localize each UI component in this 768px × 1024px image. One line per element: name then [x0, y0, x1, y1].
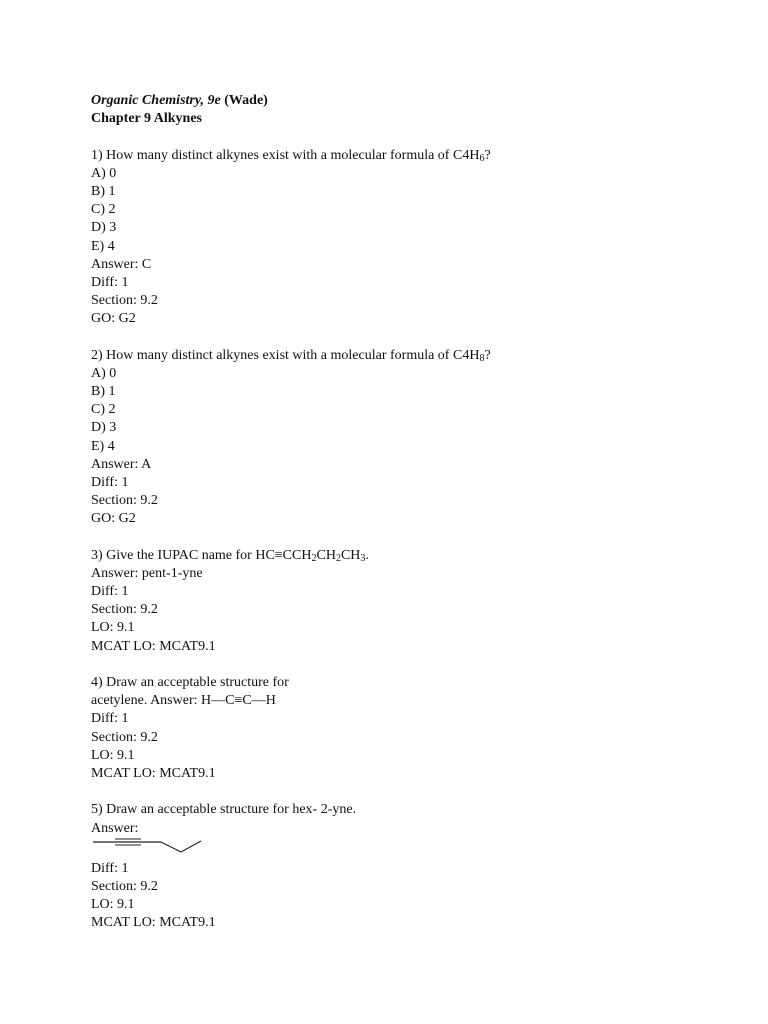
chapter-title: Chapter 9 Alkynes — [91, 111, 202, 127]
question-5-section: Section: 9.2 — [91, 878, 158, 894]
question-1-text: 1) How many distinct alkynes exist with a molecular formula of $C4H_6$? — [91, 147, 491, 164]
document-header-title — [91, 92, 711, 110]
question-1 — [91, 147, 711, 329]
question-5-answer: Answer: — [91, 820, 139, 836]
question-1-option-d: D) 3 — [91, 220, 117, 236]
question-5-lo: LO: 9.1 — [91, 897, 135, 913]
book-title: Organic Chemistry, 9e — [91, 93, 221, 108]
question-4-section: Section: 9.2 — [91, 729, 158, 745]
question-4-text: 4) Draw an acceptable structure for — [91, 675, 289, 690]
question-3 — [91, 547, 711, 656]
question-1-diff: Diff: 1 — [91, 274, 129, 290]
question-3-mcat-lo: MCAT LO: MCAT9.1 — [91, 638, 216, 654]
question-2 — [91, 347, 711, 529]
question-3-answer: Answer: pent-1-yne — [91, 565, 203, 581]
question-3-diff: Diff: 1 — [91, 584, 129, 600]
question-2-option-e: E) 4 — [91, 438, 115, 454]
question-2-option-b: B) 1 — [91, 384, 116, 399]
document-page — [91, 92, 711, 932]
question-2-section: Section: 9.2 — [91, 493, 158, 509]
question-1-go: GO: G2 — [91, 311, 136, 327]
question-1-answer: Answer: C — [91, 256, 152, 272]
question-5-text: 5) Draw an acceptable structure for hex- 2-yne. — [91, 802, 357, 818]
hex-2-yne-skeletal-formula — [91, 838, 211, 860]
question-4-answer: acetylene. Answer: H—C≡C—H — [91, 693, 276, 709]
question-1-option-b: B) 1 — [91, 183, 116, 199]
question-2-diff: Diff: 1 — [91, 474, 129, 490]
question-3-lo: LO: 9.1 — [91, 620, 135, 636]
question-4-lo: LO: 9.1 — [91, 747, 135, 763]
question-5-diff: Diff: 1 — [91, 860, 129, 876]
question-4-diff: Diff: 1 — [91, 711, 129, 727]
question-5 — [91, 801, 711, 932]
book-author: (Wade) — [224, 93, 268, 108]
question-3-section: Section: 9.2 — [91, 602, 158, 618]
hex-2-yne-structure — [91, 838, 711, 860]
question-4-mcat-lo: MCAT LO: MCAT9.1 — [91, 765, 216, 781]
question-1-option-a: A) 0 — [91, 165, 117, 181]
question-2-option-d: D) 3 — [91, 420, 117, 436]
question-5-mcat-lo: MCAT LO: MCAT9.1 — [91, 915, 216, 931]
question-1-option-c: C) 2 — [91, 202, 116, 218]
question-1-section: Section: 9.2 — [91, 293, 158, 309]
question-4 — [91, 674, 711, 783]
question-2-go: GO: G2 — [91, 511, 136, 527]
question-2-option-a: A) 0 — [91, 365, 117, 381]
question-2-answer: Answer: A — [91, 456, 152, 472]
question-2-text: 2) How many distinct alkynes exist with a molecular formula of $C4H_8$? — [91, 347, 491, 364]
question-2-option-c: C) 2 — [91, 402, 116, 418]
question-3-text: 3) Give the IUPAC name for $HC\equiv CCH_2CH_2CH_3$. — [91, 547, 369, 564]
question-1-option-e: E) 4 — [91, 238, 115, 254]
